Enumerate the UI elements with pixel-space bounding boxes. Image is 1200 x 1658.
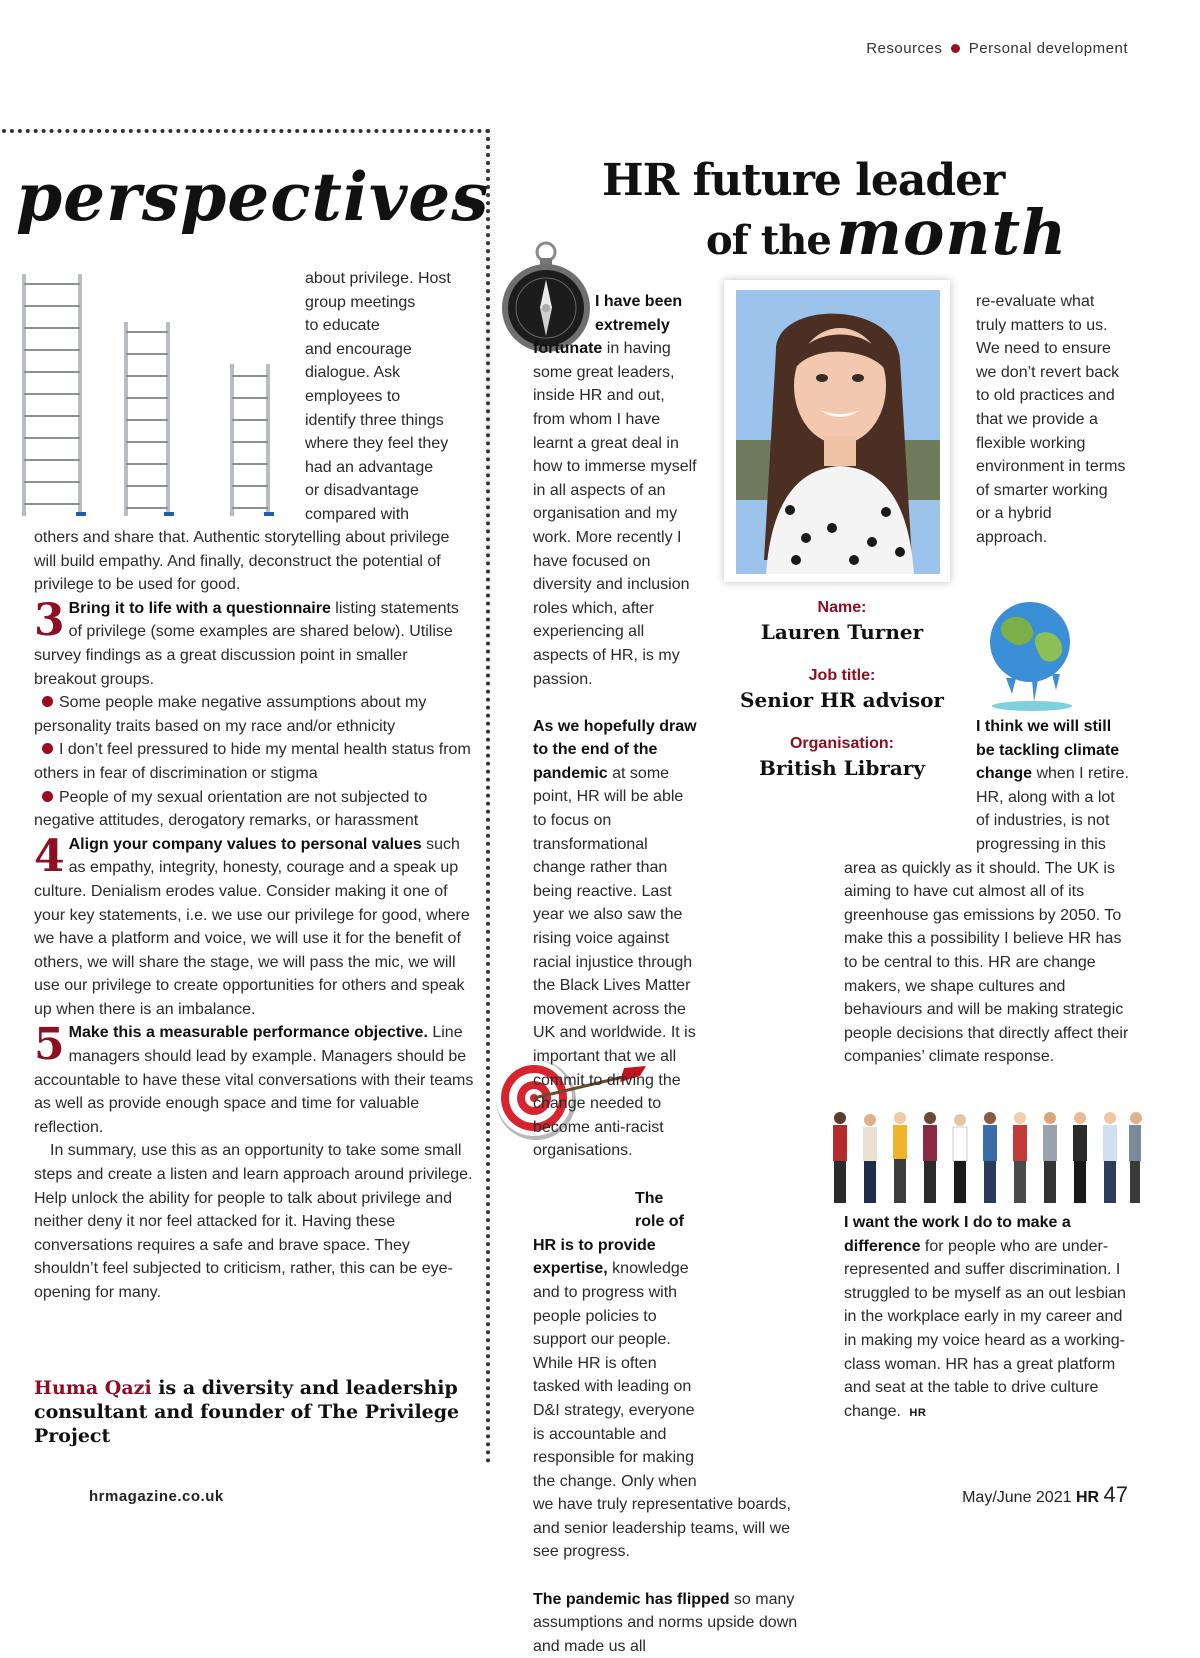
step-4 bbox=[34, 830, 474, 1022]
feature-title bbox=[602, 156, 1072, 276]
step-text: Line managers should lead by example. Managers should be accountable to have these vital conversations with their teams as well as provide enough space and time for valuable reflection. bbox=[34, 1024, 474, 1136]
intro-line: to educate bbox=[305, 317, 380, 335]
intro-line: identify three things bbox=[305, 411, 444, 429]
intro-line: dialogue. Ask bbox=[305, 364, 401, 382]
para-climate bbox=[844, 715, 1129, 1069]
job-title-label: Job title: bbox=[808, 667, 876, 684]
page-number: 47 bbox=[1103, 1482, 1128, 1507]
feature-title-line2 bbox=[602, 196, 1072, 276]
intro-line: group meetings bbox=[305, 293, 416, 311]
step-number: 4 bbox=[34, 830, 65, 882]
diverse-people-illustration bbox=[822, 1106, 1146, 1206]
profile-name: Lauren Turner bbox=[760, 620, 924, 644]
section-label: Resources bbox=[866, 40, 943, 57]
wrap-spacer bbox=[533, 1187, 635, 1231]
para-text: when I retire. HR, along with a lot of industries, is not progressing in this area as quickly as it should. The UK is aiming to have cut almost all of its greenhouse gas emissions by 2050. To make this a possibility I believe HR has to be central to this. HR are change makers, we shape cultures and behaviours and will be making strategic people decisions that directly affect their companies’ climate response. bbox=[844, 765, 1129, 1066]
para-text: for people who are under-represented and suffer discrimination. I struggled to be myself as an out lesbian in the workplace early in my career and in making my voice heard as a working-class woman. HR has a great platform and seat at the table to drive culture change. bbox=[844, 1237, 1126, 1420]
intro-continued: others and share that. Authentic storytelling about privilege will build empathy. And finally, deconstruct the potential of privilege to be used for good. bbox=[34, 529, 450, 594]
left-body bbox=[34, 526, 474, 1305]
para-text: at some point, HR will be able to focus on transformational change rather than being reactive. Last year we also saw the rising voice against racial injustice through the Black Lives Matter movement across the UK and worldwide. It is important that we all commit to driving the change needed to become anti-racist organisations. bbox=[533, 764, 696, 1160]
feature-column-3-bottom bbox=[844, 1211, 1129, 1425]
wrap-spacer bbox=[533, 290, 595, 334]
profile-photo bbox=[736, 290, 940, 574]
para-lead: I want the work I do to make a difference bbox=[844, 1214, 1071, 1255]
para-lead: As we hopefully draw to the end of the pandemic bbox=[533, 717, 697, 782]
running-header bbox=[866, 40, 1128, 57]
dotted-rule-top bbox=[2, 129, 490, 133]
intro-line: or disadvantage bbox=[305, 482, 419, 500]
step-number: 5 bbox=[34, 1019, 65, 1071]
para-pandemic-flipped bbox=[533, 1588, 815, 1658]
header-bullet bbox=[951, 44, 960, 53]
end-mark: HR bbox=[909, 1406, 927, 1419]
privilege-bullet bbox=[34, 786, 474, 833]
author-name: Huma Qazi bbox=[34, 1377, 152, 1399]
magazine-brand: HR bbox=[1075, 1489, 1100, 1506]
para-lead: The role of HR is to provide expertise, bbox=[533, 1189, 684, 1278]
feature-column-3 bbox=[844, 715, 1129, 1069]
para-text: knowledge and to progress with people policies to support our people. While HR is often tasked with leading on D&I strategy, everyone is accountable and responsible for making the change. Only when we have truly representative boards, and senior leadership teams, will we see progress. bbox=[533, 1260, 791, 1561]
author-bio bbox=[34, 1376, 474, 1448]
profile-organisation: British Library bbox=[759, 756, 925, 780]
para-lead: I have been extremely fortunate bbox=[533, 293, 683, 358]
bullet-text: I don’t feel pressured to hide my mental health status from others in fear of discrimination or stigma bbox=[34, 741, 471, 782]
feature-title-line1: HR future leader bbox=[602, 155, 1005, 206]
footer-website: hrmagazine.co.uk bbox=[89, 1488, 224, 1505]
organisation-label: Organisation: bbox=[789, 735, 894, 752]
intro-line: employees to bbox=[305, 387, 401, 405]
wrap-spacer bbox=[844, 715, 976, 833]
ladders-illustration bbox=[14, 272, 304, 520]
profile-job-title: Senior HR advisor bbox=[740, 688, 944, 712]
intro-wrap-text bbox=[305, 267, 475, 527]
step-3 bbox=[34, 594, 474, 691]
para-lead: The pandemic has flipped bbox=[533, 1590, 730, 1608]
bullet-dot bbox=[42, 696, 53, 707]
para-text: so many assumptions and norms upside down and made us all bbox=[533, 1590, 798, 1655]
step-text: listing statements of privilege (some examples are shared below). Utilise survey findings as a great discussion point in smaller breakout groups. bbox=[34, 599, 459, 688]
step-text: such as empathy, integrity, honesty, courage and a speak up culture. Denialism erodes value. Consider making it one of your key statements, i.e. we use our privilege for good, where we have a platform and voice, we will use it for the benefit of others, we will share the stage, we will pass the mic, we will use our privilege to create opportunities for others and speak up when there is an imbalance. bbox=[34, 835, 470, 1018]
step-heading: Align your company values to personal values bbox=[68, 835, 422, 853]
bullet-dot bbox=[42, 743, 53, 754]
feature-title-of-the: of the bbox=[706, 217, 831, 264]
privilege-bullet bbox=[34, 691, 474, 738]
issue-date: May/June 2021 bbox=[962, 1489, 1072, 1506]
footer-folio bbox=[962, 1482, 1128, 1508]
intro-line: about privilege. Host bbox=[305, 270, 451, 287]
melting-globe-icon bbox=[972, 594, 1092, 714]
summary-paragraph: In summary, use this as an opportunity to take some small steps and create a listen and learn approach around privilege. Help unlock the ability for people to talk about privilege and neither deny it nor feel attacked for it. Having these conversations requires a safe and brave space. They shouldn’t feel subjected to criticism, rather, this can be eye-opening for many. bbox=[34, 1142, 473, 1301]
subsection-label: Personal development bbox=[968, 40, 1128, 57]
para-lead: I think we will still be tackling climate change bbox=[976, 718, 1120, 783]
step-5 bbox=[34, 1021, 474, 1139]
bullet-text: People of my sexual orientation are not subjected to negative attitudes, derogatory remarks, or harassment bbox=[34, 788, 428, 830]
feature-column-3-top bbox=[976, 290, 1126, 550]
step-heading: Make this a measurable performance objective. bbox=[68, 1024, 428, 1042]
para-reevaluate: re-evaluate what truly matters to us. We need to ensure we don’t revert back to old practices and that we provide a flexible working environment in terms of smarter working or a hybrid approach. bbox=[976, 293, 1126, 546]
profile-photo-frame bbox=[724, 280, 950, 582]
step-number: 3 bbox=[34, 594, 65, 646]
spacer bbox=[533, 1564, 815, 1588]
dotted-rule-vertical bbox=[486, 129, 490, 1464]
step-heading: Bring it to life with a questionnaire bbox=[68, 599, 331, 617]
intro-line: compared with bbox=[305, 505, 410, 523]
feature-title-month: month bbox=[836, 196, 1068, 269]
intro-line: had an advantage bbox=[305, 458, 434, 476]
intro-line: and encourage bbox=[305, 340, 412, 358]
para-text: in having some great leaders, inside HR and out, from whom I have learnt a great deal in how to immerse myself in all aspects of an organisation and my work. More recently I have focused on diversity and inclusion roles which, after experiencing all aspects of HR, is my passion. bbox=[533, 340, 697, 688]
bullet-dot bbox=[42, 791, 53, 802]
intro-line: where they feel they bbox=[305, 435, 449, 453]
author-bio-text: is a diversity and leadership consultant and founder of The Privilege Project bbox=[34, 1377, 460, 1447]
privilege-bullet bbox=[34, 738, 474, 785]
page-title-perspectives: perspectives bbox=[16, 158, 490, 236]
para-difference bbox=[844, 1211, 1129, 1425]
bullet-text: Some people make negative assumptions about my personality traits based on my race and/or ethnicity bbox=[34, 694, 427, 735]
name-label: Name: bbox=[817, 599, 867, 616]
